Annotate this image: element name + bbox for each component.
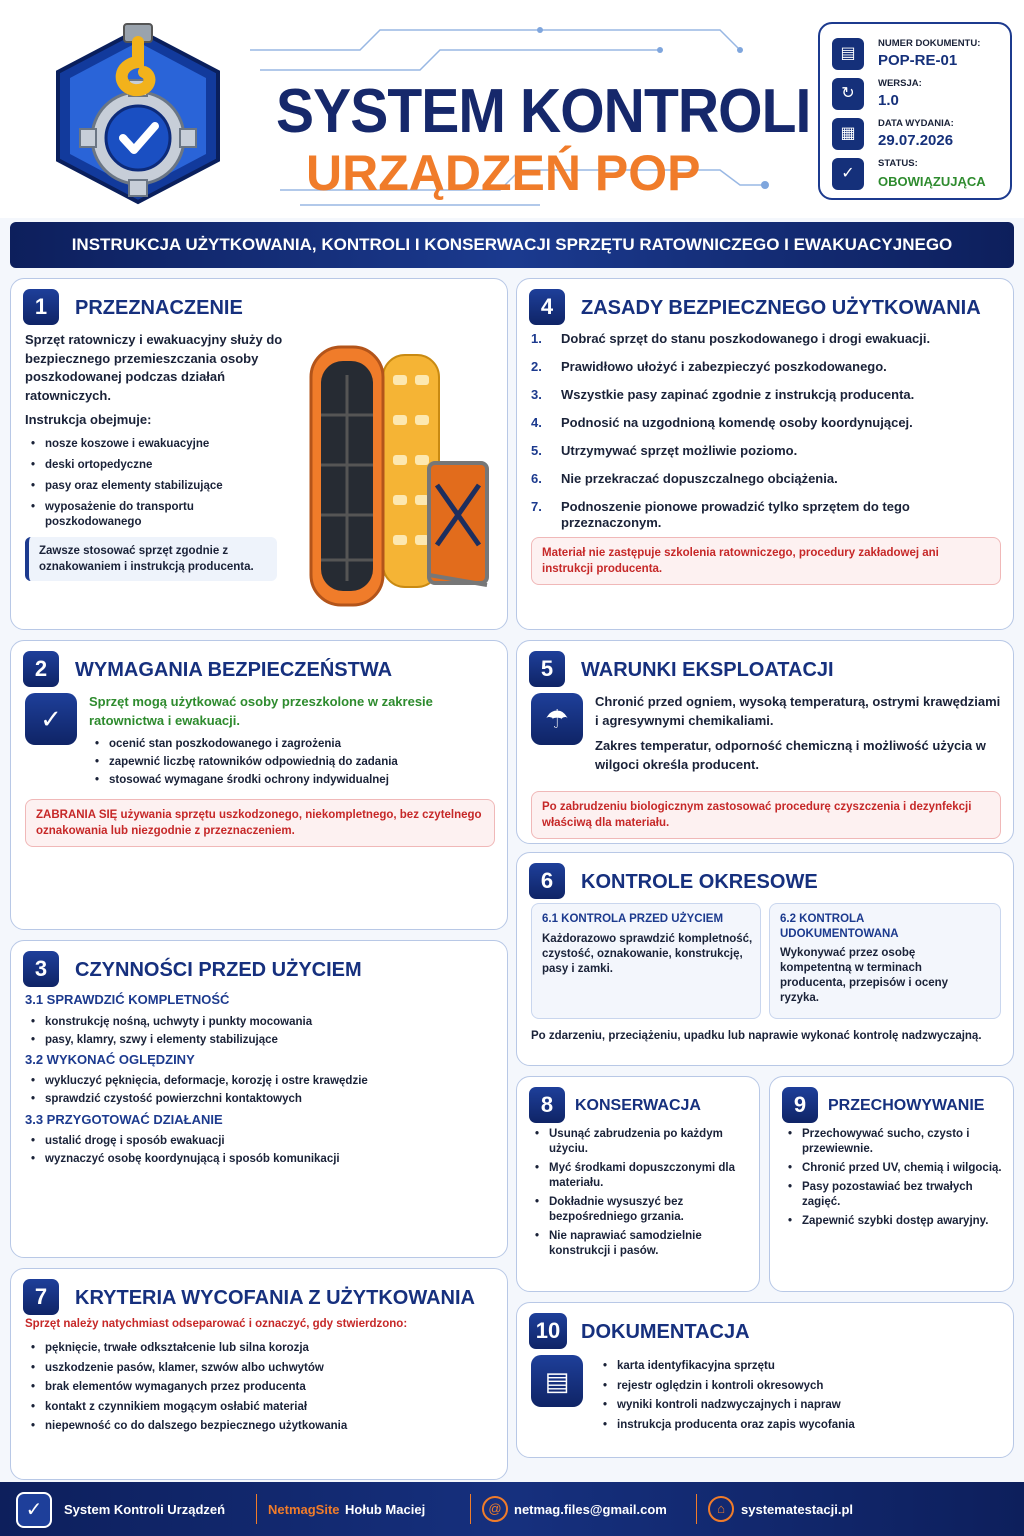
stretcher-illustration — [297, 345, 497, 611]
list-item: • pęknięcie, trwałe odkształcenie lub silna korozja — [25, 1339, 495, 1359]
section-title: KONTROLE OKRESOWE — [581, 871, 818, 893]
documentation-list — [597, 1357, 997, 1435]
section-storage — [769, 1076, 1014, 1292]
meta-document-number: ▤ NUMER DOKUMENTU: POP-RE-01 — [832, 36, 1008, 72]
list-item: 7. Podnoszenie pionowe prowadzić tylko sprzętem do tego przeznaczonym. — [531, 499, 910, 530]
section-purpose — [10, 278, 508, 630]
footer — [0, 1482, 1024, 1536]
list-item: 2. Prawidłowo ułożyć i zabezpieczyć poszkodowanego. — [531, 359, 887, 374]
section-title: WARUNKI EKSPLOATACJI — [581, 659, 834, 681]
list-item: • rejestr oględzin i kontroli okresowych — [597, 1377, 997, 1397]
group-title: 3.2 WYKONAĆ OGLĘDZINY — [25, 1052, 195, 1067]
section-periodic-checks — [516, 852, 1014, 1066]
list-item: 6. Nie przekraczać dopuszczalnego obciążenia. — [531, 471, 838, 486]
main-title-line1: SYSTEM KONTROLI — [276, 77, 811, 146]
logo-hook-gear-icon — [48, 20, 228, 210]
list-title: Instrukcja obejmuje: — [25, 412, 152, 427]
section-number: 8 — [529, 1087, 565, 1123]
list-item: • Zapewnić szybki dostęp awaryjny. — [782, 1214, 1006, 1229]
list-item: • Usunąć zabrudzenia po każdym użyciu. — [529, 1127, 753, 1157]
group-list — [25, 1132, 495, 1168]
section-documentation — [516, 1302, 1014, 1458]
footer-email[interactable]: netmag.files@gmail.com — [514, 1502, 667, 1517]
section-title: PRZEZNACZENIE — [75, 297, 243, 319]
main-title-line2: URZĄDZEŃ POP — [306, 145, 701, 201]
conditions-text-1: Chronić przed ogniem, wysoką temperaturą, ostrymi krawędziami i agresywnymi chemikaliami. — [595, 694, 1001, 728]
list-item: • wyznaczyć osobę koordynującą i sposób komunikacji — [25, 1150, 495, 1168]
section-number: 2 — [23, 651, 59, 687]
list-item: 1. Dobrać sprzęt do stanu poszkodowanego i drogi ewakuacji. — [531, 331, 931, 346]
section-number: 7 — [23, 1279, 59, 1315]
list-item: • Nie naprawiać samodzielnie konstrukcji i pasów. — [529, 1229, 753, 1259]
list-item: • konstrukcję nośną, uchwyty i punkty mocowania — [25, 1013, 495, 1031]
meta-version: ↻ WERSJA: 1.0 — [832, 76, 1008, 112]
section-title: PRZECHOWYWANIE — [828, 1097, 985, 1114]
list-item: • Chronić przed UV, chemią i wilgocią. — [782, 1161, 1006, 1176]
list-item: • pasy oraz elementy stabilizujące — [25, 479, 287, 494]
extraordinary-check-note: Po zdarzeniu, przeciążeniu, upadku lub naprawie wykonać kontrolę nadzwyczajną. — [531, 1030, 982, 1042]
email-icon: @ — [482, 1496, 508, 1522]
section-title: DOKUMENTACJA — [581, 1321, 750, 1343]
list-item: • Dokładnie wysuszyć bez bezpośredniego grzania. — [529, 1195, 753, 1225]
meta-status: ✓ STATUS: OBOWIĄZUJĄCA — [832, 156, 1008, 192]
list-item: • stosować wymagane środki ochrony indywidualnej — [89, 773, 489, 788]
check-icon: ✓ — [16, 1492, 52, 1528]
check-icon: ✓ — [832, 158, 864, 190]
section-number: 5 — [529, 651, 565, 687]
list-item: • ustalić drogę i sposób ewakuacji — [25, 1132, 495, 1150]
calendar-icon: ▦ — [832, 118, 864, 150]
section-title: ZASADY BEZPIECZNEGO UŻYTKOWANIA — [581, 297, 981, 319]
section-safe-use-rules — [516, 278, 1014, 630]
requirements-list — [89, 737, 489, 788]
list-item: • pasy, klamry, szwy i elementy stabilizujące — [25, 1031, 495, 1049]
refresh-icon: ↻ — [832, 78, 864, 110]
document-icon: ▤ — [531, 1355, 583, 1407]
list-item: • kontakt z czynnikiem mogącym osłabić materiał — [25, 1398, 495, 1418]
footer-brand: NetmagSite — [268, 1502, 340, 1517]
check-icon: ✓ — [25, 693, 77, 745]
list-item: • nosze koszowe i ewakuacyjne — [25, 437, 287, 452]
section-title: CZYNNOŚCI PRZED UŻYCIEM — [75, 959, 362, 981]
qualification-lead: Sprzęt mogą użytkować osoby przeszkolone w zakresie ratownictwa i ewakuacji. — [89, 694, 433, 728]
list-item: • karta identyfikacyjna sprzętu — [597, 1357, 997, 1377]
storage-list — [782, 1127, 1006, 1229]
info-note: Zawsze stosować sprzęt zgodnie z oznakowaniem i instrukcją producenta. — [25, 537, 277, 581]
list-item: • uszkodzenie pasów, klamer, szwów albo uchwytów — [25, 1359, 495, 1379]
footer-divider — [256, 1494, 257, 1524]
conditions-text-2: Zakres temperatur, odporność chemiczną i możliwość użycia w wilgoci określa producent. — [595, 738, 986, 772]
scope-list — [25, 437, 287, 530]
group-list — [25, 1072, 495, 1108]
group-list — [25, 1013, 495, 1049]
section-number: 6 — [529, 863, 565, 899]
list-item: • Przechowywać sucho, czysto i przewiewnie. — [782, 1127, 1006, 1157]
document-meta-box — [818, 22, 1012, 200]
list-item: 5. Utrzymywać sprzęt możliwie poziomo. — [531, 443, 798, 458]
documented-check-box: 6.2 KONTROLA UDOKUMENTOWANA Wykonywać przez osobę kompetentną w terminach producenta, przepisów i oceny ryzyka. — [769, 903, 1001, 1019]
rules-list — [531, 331, 1001, 531]
list-item: 3. Wszystkie pasy zapinać zgodnie z instrukcją producenta. — [531, 387, 915, 402]
section-number: 1 — [23, 289, 59, 325]
prohibition-note: ZABRANIA SIĘ używania sprzętu uszkodzonego, niekompletnego, bez czytelnego oznakowania lub niezgodnie z przeznaczeniem. — [25, 799, 495, 847]
list-item: • Myć środkami dopuszczonymi dla materiału. — [529, 1161, 753, 1191]
section-withdrawal-criteria — [10, 1268, 508, 1480]
list-item: • zapewnić liczbę ratowników odpowiednią do zadania — [89, 755, 489, 770]
list-item: • ocenić stan poszkodowanego i zagrożenia — [89, 737, 489, 752]
section-pre-use-actions — [10, 940, 508, 1258]
footer-divider — [696, 1494, 697, 1524]
document-icon: ▤ — [832, 38, 864, 70]
group-title: 3.3 PRZYGOTOWAĆ DZIAŁANIE — [25, 1112, 223, 1127]
disinfection-note: Po zabrudzeniu biologicznym zastosować procedurę czyszczenia i dezynfekcji właściwą dla materiału. — [531, 791, 1001, 839]
meta-issue-date: ▦ DATA WYDANIA: 29.07.2026 — [832, 116, 1008, 152]
footer-divider — [470, 1494, 471, 1524]
list-item: • Pasy pozostawiać bez trwałych zagięć. — [782, 1180, 1006, 1210]
purpose-intro: Sprzęt ratowniczy i ewakuacyjny służy do bezpiecznego przemieszczania osoby poszkodowanej podczas działań ratowniczych. — [25, 332, 283, 403]
list-item: • niepewność co do dalszego bezpiecznego użytkowania — [25, 1417, 495, 1437]
section-title: KONSERWACJA — [575, 1097, 701, 1114]
group-title: 3.1 SPRAWDZIĆ KOMPLETNOŚĆ — [25, 992, 230, 1007]
home-icon: ⌂ — [708, 1496, 734, 1522]
section-number: 3 — [23, 951, 59, 987]
footer-system-name: System Kontroli Urządzeń — [64, 1502, 226, 1517]
instruction-banner: INSTRUKCJA UŻYTKOWANIA, KONTROLI I KONSERWACJI SPRZĘTU RATOWNICZEGO I EWAKUACYJNEGO — [10, 222, 1014, 268]
list-item: • wyposażenie do transportu poszkodowanego — [25, 500, 287, 530]
footer-website[interactable]: systematestacji.pl — [741, 1502, 854, 1517]
umbrella-icon: ☂ — [531, 693, 583, 745]
warning-note: Materiał nie zastępuje szkolenia ratowniczego, procedury zakładowej ani instrukcji producenta. — [531, 537, 1001, 585]
section-title: WYMAGANIA BEZPIECZEŃSTWA — [75, 659, 393, 681]
list-item: • instrukcja producenta oraz zapis wycofania — [597, 1416, 997, 1436]
list-item: • wykluczyć pęknięcia, deformacje, korozję i ostre krawędzie — [25, 1072, 495, 1090]
check-before-use-box: 6.1 KONTROLA PRZED UŻYCIEM Każdorazowo sprawdzić kompletność, czystość, oznakowanie, konstrukcję, pasy i zamki. — [531, 903, 761, 1019]
section-title: KRYTERIA WYCOFANIA Z UŻYTKOWANIA — [75, 1287, 475, 1309]
list-item: • brak elementów wymaganych przez producenta — [25, 1378, 495, 1398]
section-operating-conditions — [516, 640, 1014, 844]
list-item: • wyniki kontroli nadzwyczajnych i napraw — [597, 1396, 997, 1416]
section-safety-requirements — [10, 640, 508, 930]
withdrawal-list — [25, 1339, 495, 1437]
section-number: 4 — [529, 289, 565, 325]
header — [0, 0, 1024, 218]
list-item: • deski ortopedyczne — [25, 458, 287, 473]
section-number: 9 — [782, 1087, 818, 1123]
list-item: • sprawdzić czystość powierzchni kontaktowych — [25, 1090, 495, 1108]
footer-author: Hołub Maciej — [345, 1502, 426, 1517]
section-number: 10 — [529, 1313, 567, 1349]
list-item: 4. Podnosić na uzgodnioną komendę osoby koordynującej. — [531, 415, 913, 430]
withdrawal-lead: Sprzęt należy natychmiast odseparować i oznaczyć, gdy stwierdzono: — [25, 1318, 408, 1330]
section-maintenance — [516, 1076, 760, 1292]
maintenance-list — [529, 1127, 753, 1259]
